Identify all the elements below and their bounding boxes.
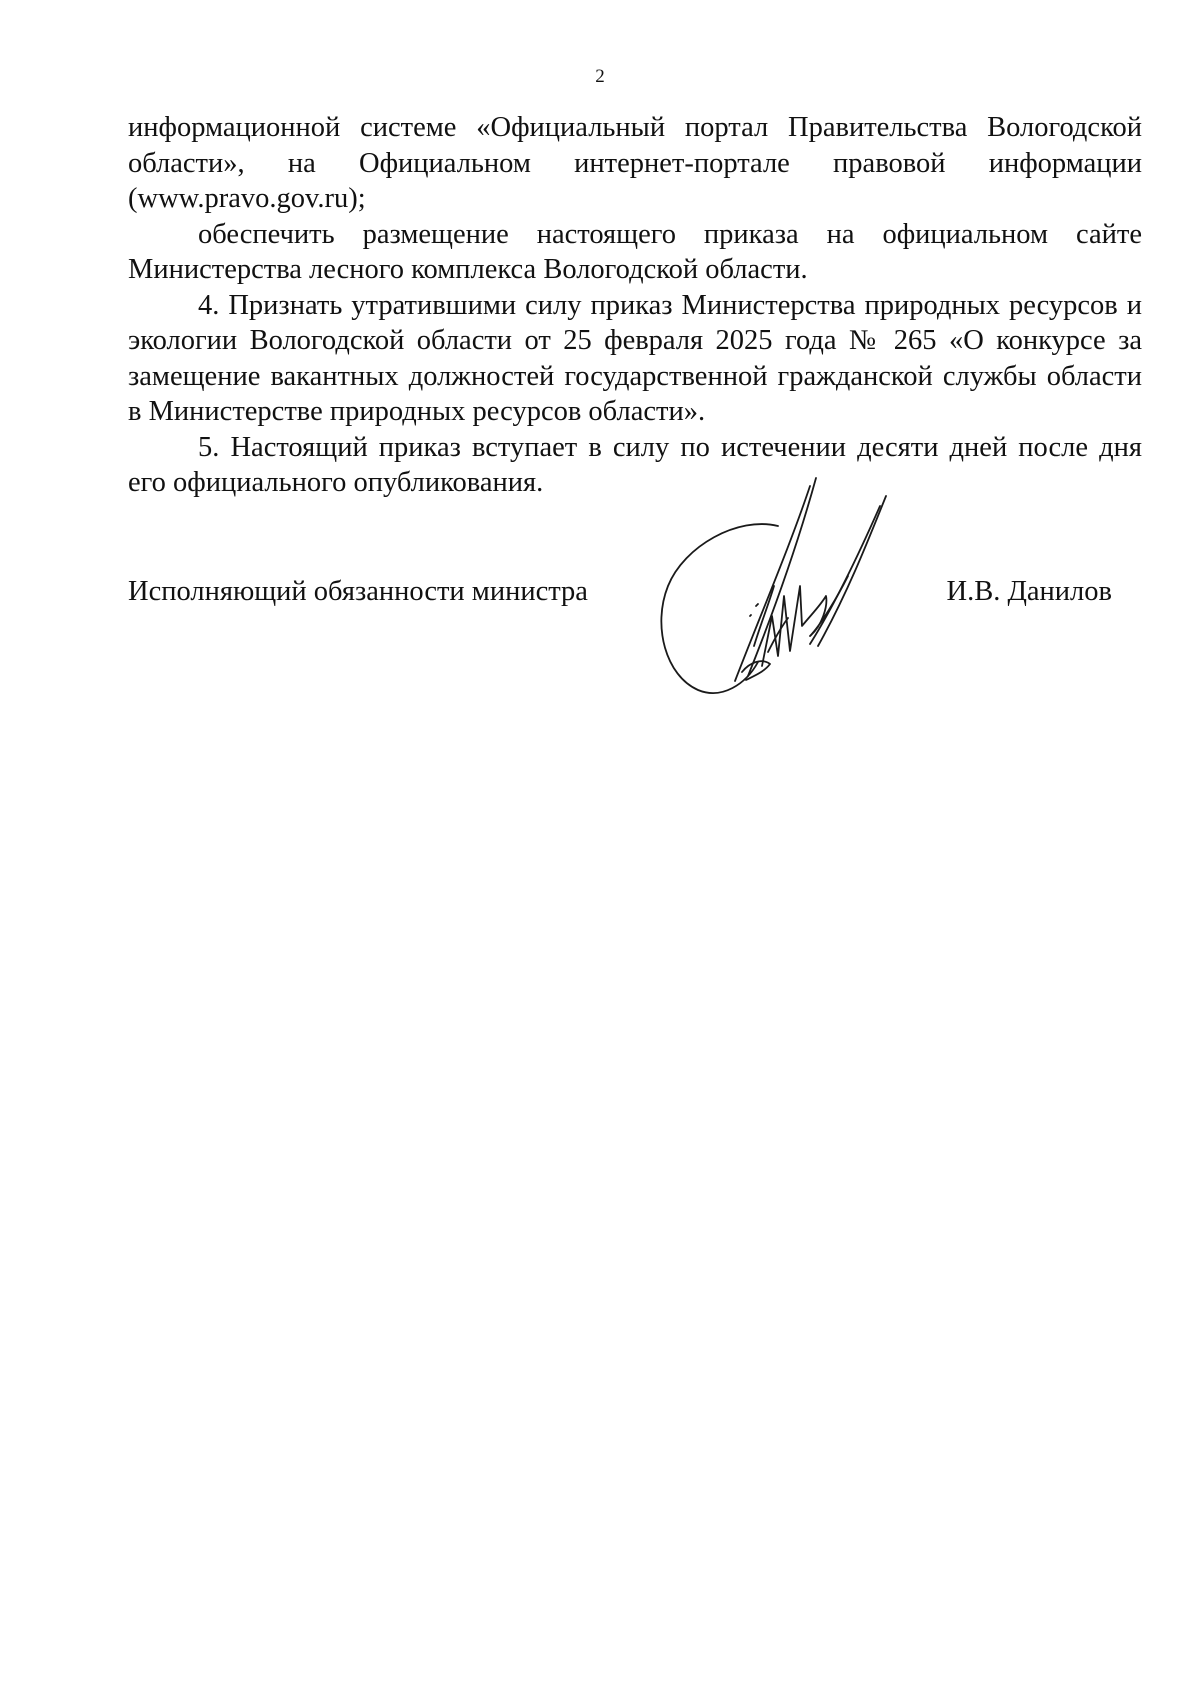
handwritten-signature-icon: [650, 476, 910, 706]
signature-scribble: [762, 576, 848, 666]
signature-stroke-3: [818, 496, 886, 646]
paragraph-publication-portal: информационной системе «Официальный портал Правительства Вологодской области», на Официальном интернет-портале правовой информации (www.pravo.gov.ru);: [128, 112, 1142, 214]
paragraph-item-5-effective-date: 5. Настоящий приказ вступает в силу по истечении десяти дней после дня его официального опубликования.: [128, 431, 1142, 498]
signature-block: [128, 572, 1142, 612]
paragraph-item-4-repeal: 4. Признать утратившими силу приказ Министерства природных ресурсов и экологии Вологодской области от 25 февраля 2025 года № 265 «О конкурсе за замещение вакантных должностей государственной гражданской службы области в Министерстве природных ресурсов области».: [128, 289, 1142, 427]
document-body: [128, 110, 1142, 501]
signature-dot-2: [750, 615, 751, 616]
signatory-name: И.В. Данилов: [946, 576, 1112, 607]
signature-stroke-2: [748, 478, 816, 676]
signature-stroke-1: [735, 486, 810, 681]
signatory-position: Исполняющий обязанности министра: [128, 576, 588, 607]
signature-dot-1: [756, 604, 758, 606]
signature-loop-stroke: [661, 524, 778, 693]
page-number: 2: [595, 66, 605, 87]
paragraph-website-placement: обеспечить размещение настоящего приказа на официальном сайте Министерства лесного комплекса Вологодской области.: [128, 218, 1142, 285]
